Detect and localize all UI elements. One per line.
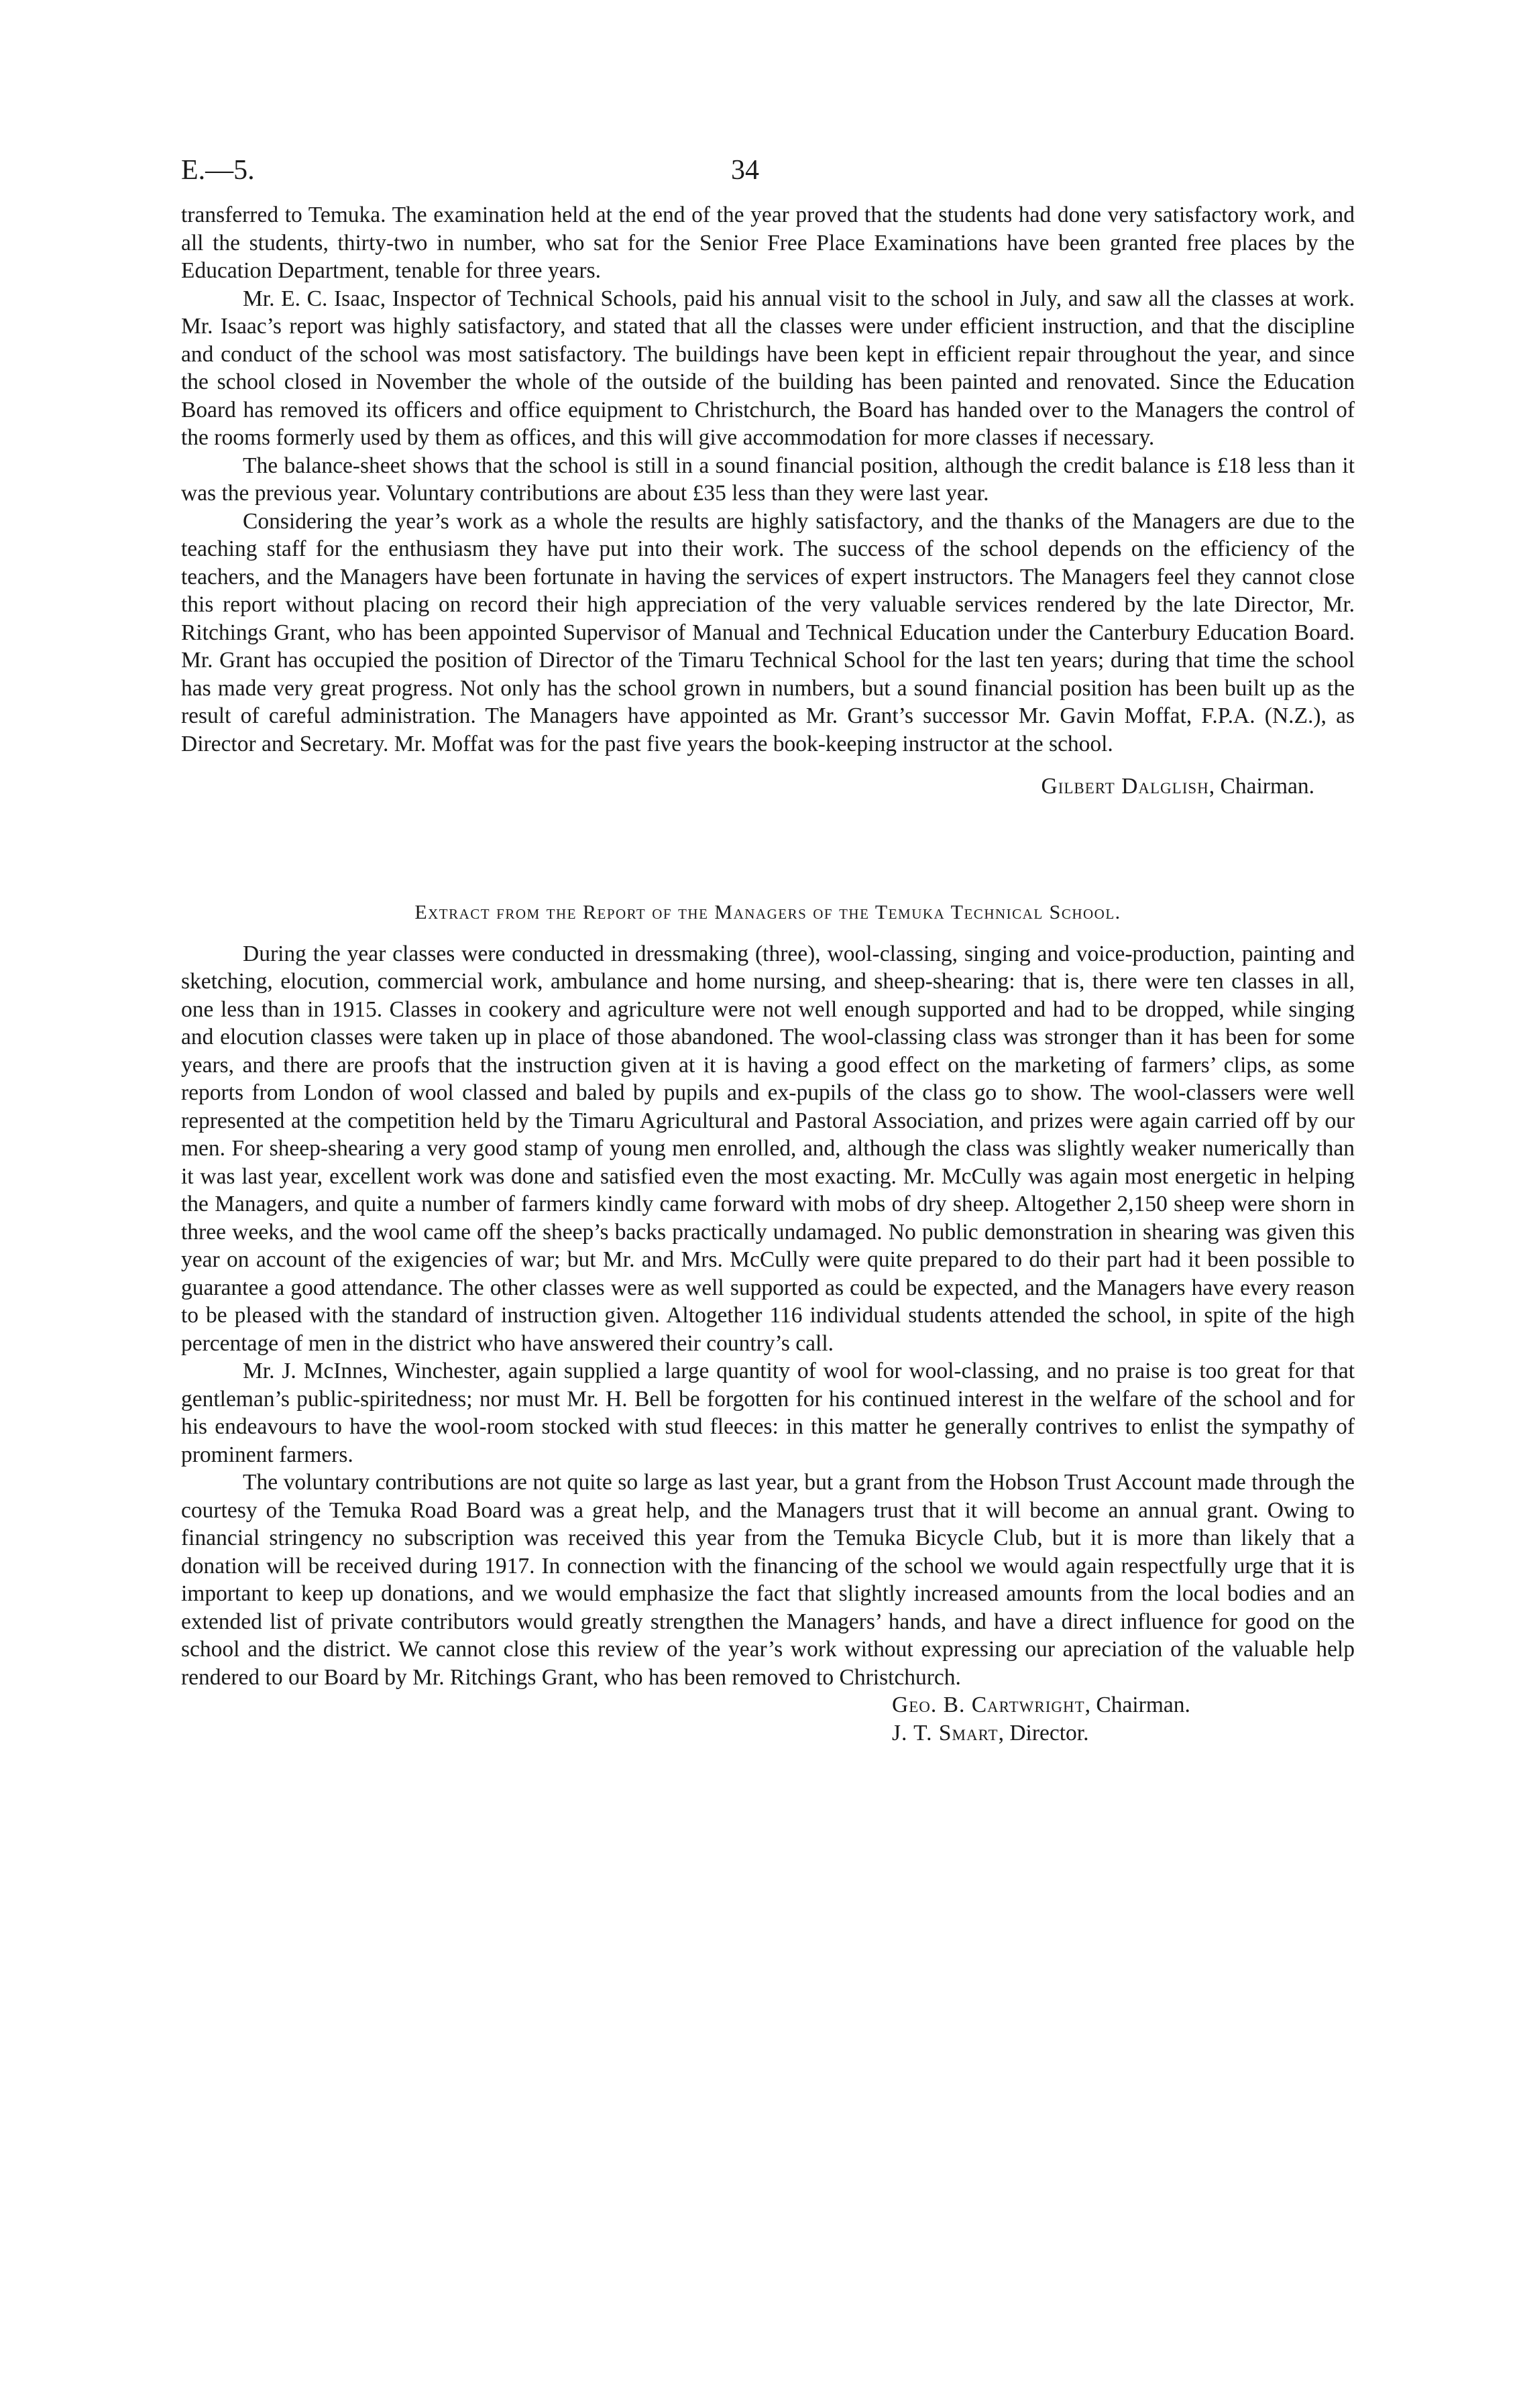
page-number: 34 <box>731 155 759 186</box>
signature-block <box>892 1691 1355 1747</box>
document-reference: E.—5. <box>181 155 255 186</box>
signatory-title: , Chairman. <box>1208 774 1314 799</box>
body-paragraph: Mr. J. McInnes, Winchester, again supplied a large quantity of wool for wool-classing, and no praise is too great for that gentleman’s public-spiritedness; nor must Mr. H. Bell be forgotten for his continued interest in the welfare of the school and for his endeavours to have the wool-room stocked with stud fleeces: in this matter he generally contrives to enlist the sympathy of prominent farmers. <box>181 1359 1355 1467</box>
signature-line <box>892 1719 1355 1747</box>
body-paragraph: The balance-sheet shows that the school is still in a sound financial position, although the credit balance is £18 less than it was the previous year. Voluntary contributions are about £35 less than they were last year. <box>181 453 1355 506</box>
body-paragraph: transferred to Temuka. The examination held at the end of the year proved that the students had done very satisfactory work, and all the students, thirty-two in number, who sat for the Senior Free Place Examinations have been granted free places by the Education Department, tenable for three years. <box>181 203 1355 283</box>
temuka-report-extract <box>181 901 1355 1747</box>
section-heading: Extract from the Report of the Managers of the Temuka Technical School. <box>414 901 1121 923</box>
signatory-name: J. T. Smart <box>892 1720 999 1745</box>
timaru-report-continuation <box>181 201 1355 801</box>
signatory-name: Gilbert Dalglish <box>1041 774 1209 799</box>
signatory-name: Geo. B. Cartwright <box>892 1693 1085 1717</box>
body-paragraph: Considering the year’s work as a whole the results are highly satisfactory, and the thanks of the Managers are due to the teaching staff for the enthusiasm they have put into their work. The success of the school depends on the efficiency of the teachers, and the Managers have been fortunate in having the services of expert instructors. The Managers feel they cannot close this report without placing on record their high appreciation of the very valuable services rendered by the late Director, Mr. Ritchings Grant, who has been appointed Supervisor of Manual and Technical Education under the Canterbury Education Board. Mr. Grant has occupied the position of Director of the Timaru Technical School for the last ten years; during that time the school has made very great progress. Not only has the school grown in numbers, but a sound financial position has been built up as the result of careful administration. The Managers have appointed as Mr. Grant’s successor Mr. Gavin Moffat, F.P.A. (N.Z.), as Director and Secretary. Mr. Moffat was for the past five years the book-keeping instructor at the school. <box>181 508 1355 756</box>
body-paragraph: Mr. E. C. Isaac, Inspector of Technical Schools, paid his annual visit to the school in July, and saw all the classes at work. Mr. Isaac’s report was highly satisfactory, and stated that all the classes were under efficient instruction, and that the discipline and conduct of the school was most satisfactory. The buildings have been kept in efficient repair throughout the year, and since the school closed in November the whole of the outside of the building has been painted and renovated. Since the Education Board has removed its officers and office equipment to Christchurch, the Board has handed over to the Managers the control of the rooms formerly used by them as offices, and this will give accommodation for more classes if necessary. <box>181 286 1355 450</box>
body-paragraph: During the year classes were conducted in dressmaking (three), wool-classing, singing and voice-production, painting and sketching, elocution, commercial work, ambulance and home nursing, and sheep-shearing: that is, there were ten classes in all, one less than in 1915. Classes in cookery and agriculture were not well enough supported and had to be dropped, while singing and elocution classes were taken up in place of those abandoned. The wool-classing class was stronger than it has been for some years, and there are proofs that the instruction given at it is having a good effect on the marketing of farmers’ clips, as some reports from London of wool classed and baled by pupils and ex-pupils of the class go to show. The wool-classers were well represented at the competition held by the Timaru Agricultural and Pastoral Association, and prizes were again carried off by our men. For sheep-shearing a very good stamp of young men enrolled, and, although the class was slightly weaker numerically than it was last year, excellent work was done and satisfied even the most exacting. Mr. McCully was again most energetic in helping the Managers, and quite a number of farmers kindly came forward with mobs of dry sheep. Altogether 2,150 sheep were shorn in three weeks, and the wool came off the sheep’s backs practically undamaged. No public demonstration in shearing was given this year on account of the exigencies of war; but Mr. and Mrs. McCully were quite prepared to do their part had it been possible to guarantee a good attendance. The other classes were as well supported as could be expected, and the Managers have every reason to be pleased with the standard of instruction given. Altogether 116 individual students attended the school, in spite of the high percentage of men in the district who have answered their country’s call. <box>181 941 1355 1356</box>
document-page <box>181 154 1355 1747</box>
signatory-title: , Chairman. <box>1084 1693 1190 1717</box>
signature-line <box>892 1691 1355 1719</box>
signatory-title: , Director. <box>998 1720 1089 1745</box>
signature-line <box>181 772 1355 801</box>
body-paragraph: The voluntary contributions are not quite so large as last year, but a grant from the Hobson Trust Account made through the courtesy of the Temuka Road Board was a great help, and the Managers trust that it will become an annual grant. Owing to financial stringency no subscription was received this year from the Temuka Bicycle Club, but it is more than likely that a donation will be received during 1917. In connection with the financing of the school we would again respectfully urge that it is important to keep up donations, and we would emphasize the fact that slightly increased amounts from the local bodies and an extended list of private contributors would greatly strengthen the Managers’ hands, and have a direct influence for good on the school and the district. We cannot close this review of the year’s work without expressing our apreciation of the valuable help rendered to our Board by Mr. Ritchings Grant, who has been removed to Christchurch. <box>181 1470 1355 1690</box>
running-head <box>181 154 1355 201</box>
